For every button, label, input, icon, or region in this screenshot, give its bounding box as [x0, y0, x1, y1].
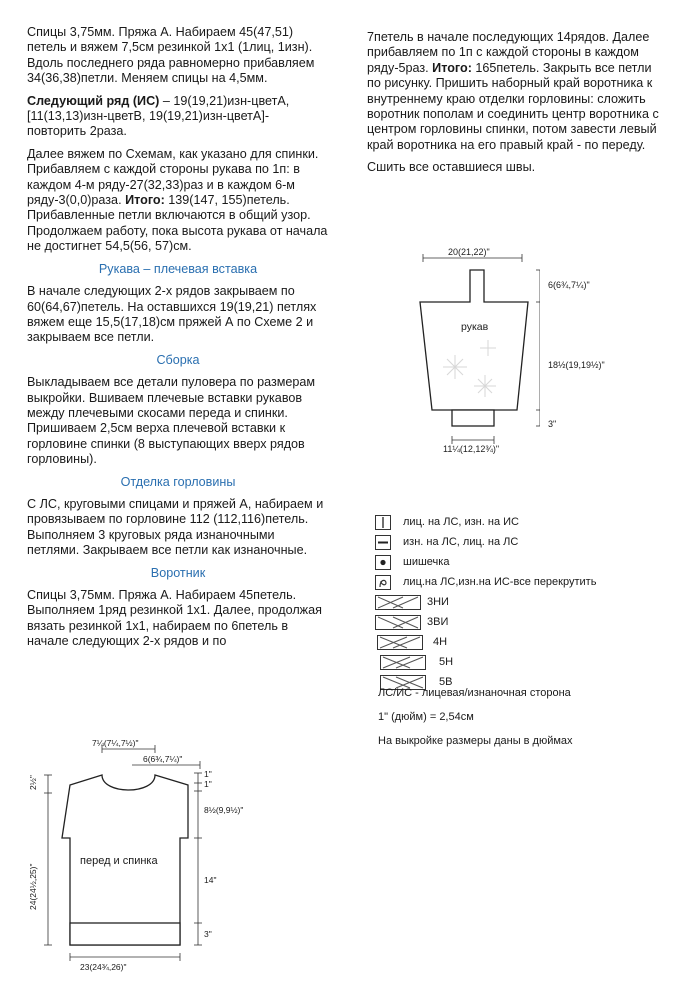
sleeve-label: рукав	[461, 321, 489, 333]
legend-item: 5В	[373, 674, 673, 694]
chart-legend	[373, 514, 673, 694]
note-sides: ЛС/ИС - лицевая/изнаночная сторона	[378, 687, 571, 699]
legend-item: 3НИ	[373, 594, 673, 614]
sleeve-cap-height-label: 6(6¾,7¼)"	[548, 280, 590, 290]
right-text-column	[367, 30, 667, 183]
cable-3-back-icon	[375, 595, 421, 610]
paragraph-next-row	[27, 94, 329, 140]
body-neck-drop-label: 1"	[204, 769, 212, 779]
sleeve-cuff-height-label: 3"	[548, 419, 557, 429]
body-armhole-label: 8½(9,9½)"	[204, 805, 244, 815]
body-side-label: 14"	[204, 875, 217, 885]
sleeve-cuff	[452, 410, 494, 426]
legend-item: лиц.на ЛС,изн.на ИС-все перекрутить	[373, 574, 673, 594]
paragraph-saddle: В начале следующих 2-х рядов закрываем по 60(64,67)петель. На оставшихся 19(19,21) петлях вяжем еще 15,5(17,18)см пряжей А по Схеме 2 и закрываем все петли.	[27, 284, 317, 345]
total-label: Итого:	[125, 193, 165, 208]
note-units: На выкройке размеры даны в дюймах	[378, 735, 573, 747]
legend-item: шишечка	[373, 554, 673, 574]
body-neck-width-label: 7¼(7¼,7½)"	[92, 738, 139, 748]
legend-item: 3ВИ	[373, 614, 673, 634]
collar-text: 7петель в начале последующих 14рядов. Далее прибавляем по 1п с каждой стороны в каждом ряду-5раз.	[367, 30, 650, 75]
legend-item: 5Н	[373, 654, 673, 674]
paragraph-sleeve-cast-on: Спицы 3,75мм. Пряжа А. Набираем 45(47,51) петель и вяжем 7,5см резинкой 1х1 (1лиц, 1изн). Вдоль последнего ряда равномерно прибавляем 34(36,38)петли. Меняем спицы на 4,5мм.	[27, 25, 315, 86]
next-row-label: Следующий ряд (ИС)	[27, 93, 160, 108]
twisted-stitch-icon	[375, 575, 391, 590]
legend-item: 4Н	[373, 634, 673, 654]
collar-text-2: 165петель. Закрыть все петли по рисунку. Пришить наборный край воротника к внутреннему краю отделки горловины: сложить воротник пополам и соединить центр воротника с центром горловины спинки, потом завести левый край воротника на его правый край - по переду.	[367, 60, 659, 152]
paragraph-seams: Сшить все оставшиеся швы.	[367, 160, 536, 175]
heading-sleeve-saddle: Рукава – плечевая вставка	[98, 261, 258, 276]
heading-assembly: Сборка	[156, 352, 200, 367]
body-bottom-width-label: 23(24¾,26)"	[80, 962, 127, 972]
body-label: перед и спинка	[80, 855, 158, 867]
increases-text-2: 139(147, 155)петель. Прибавленные петли включаются в общий узор. Продолжаем работу, пока высота рукава от начала не достигнет 54,5(56, 57)см.	[27, 193, 328, 254]
collar-total-label: Итого:	[432, 60, 472, 75]
knit-stitch-icon	[375, 515, 391, 530]
sleeve-cuff-width-label: 11¼(12,12¾)"	[443, 444, 500, 454]
bobble-icon	[375, 555, 391, 570]
paragraph-neck-finish: С ЛС, круговыми спицами и пряжей А, набираем и провязываем по горловине 112 (112,116)петель. Выполняем 3 круговых ряда изнаночными петлями. Закрываем все петли как изнаночные.	[27, 496, 324, 558]
body-rib	[70, 923, 180, 945]
increases-text: Далее вяжем по Схемам, как указано для спинки. Прибавляем с каждой стороны рукава по 1п: в каждом 4-м ряду-27(32,33)раз и в каждом 6-м ряду-3(0,0)раза.	[27, 146, 319, 208]
legend-item: изн. на ЛС, лиц. на ЛС	[373, 534, 673, 554]
paragraph-collar-continued	[367, 30, 667, 153]
sleeve-outline	[420, 270, 528, 410]
body-total-height-label: 24(24½,25)"	[28, 863, 38, 910]
note-inch: 1" (дюйм) = 2,54см	[378, 711, 474, 723]
paragraph-collar: Спицы 3,75мм. Пряжа А. Набираем 45петель. Выполняем 1ряд резинкой 1х1. Далее, продолжая вязать резинкой 1х1, набираем по 6петель в начале следующих 2-х рядов и по	[27, 588, 322, 649]
legend-notes	[378, 686, 573, 758]
cable-3-front-icon	[375, 615, 421, 630]
body-shoulder-width-label: 6(6¾,7¼)"	[143, 754, 183, 764]
sleeve-length-label: 18½(19,19½)"	[548, 360, 605, 370]
next-row-text: – 19(19,21)изн-цветА, [11(13,13)изн-цветВ, 19(19,21)изн-цветА]- повторить 2раза.	[27, 93, 290, 139]
cable-5-back-icon	[375, 655, 431, 670]
cable-4-back-icon	[375, 635, 425, 650]
body-left-top-label: 2½"	[28, 775, 38, 790]
body-rib-label: 3"	[204, 929, 212, 939]
paragraph-increases	[27, 147, 329, 255]
paragraph-assembly: Выкладываем все детали пуловера по размерам выкройки. Вшиваем плечевые вставки рукавов между плечевыми скосами переда и спинки. Пришиваем 2,5см верха плечевой вставки к горловине спинки (8 выступающих вверх рядов горловины).	[27, 375, 316, 467]
legend-item: лиц. на ЛС, изн. на ИС	[373, 514, 673, 534]
sleeve-top-width-label: 20(21,22)"	[448, 247, 490, 257]
sleeve-schematic	[400, 240, 540, 465]
heading-collar: Воротник	[150, 565, 206, 580]
heading-neck-finish: Отделка горловины	[120, 474, 236, 489]
purl-stitch-icon	[375, 535, 391, 550]
left-text-column	[27, 25, 329, 657]
body-back-neck-label: 1"	[204, 779, 212, 789]
